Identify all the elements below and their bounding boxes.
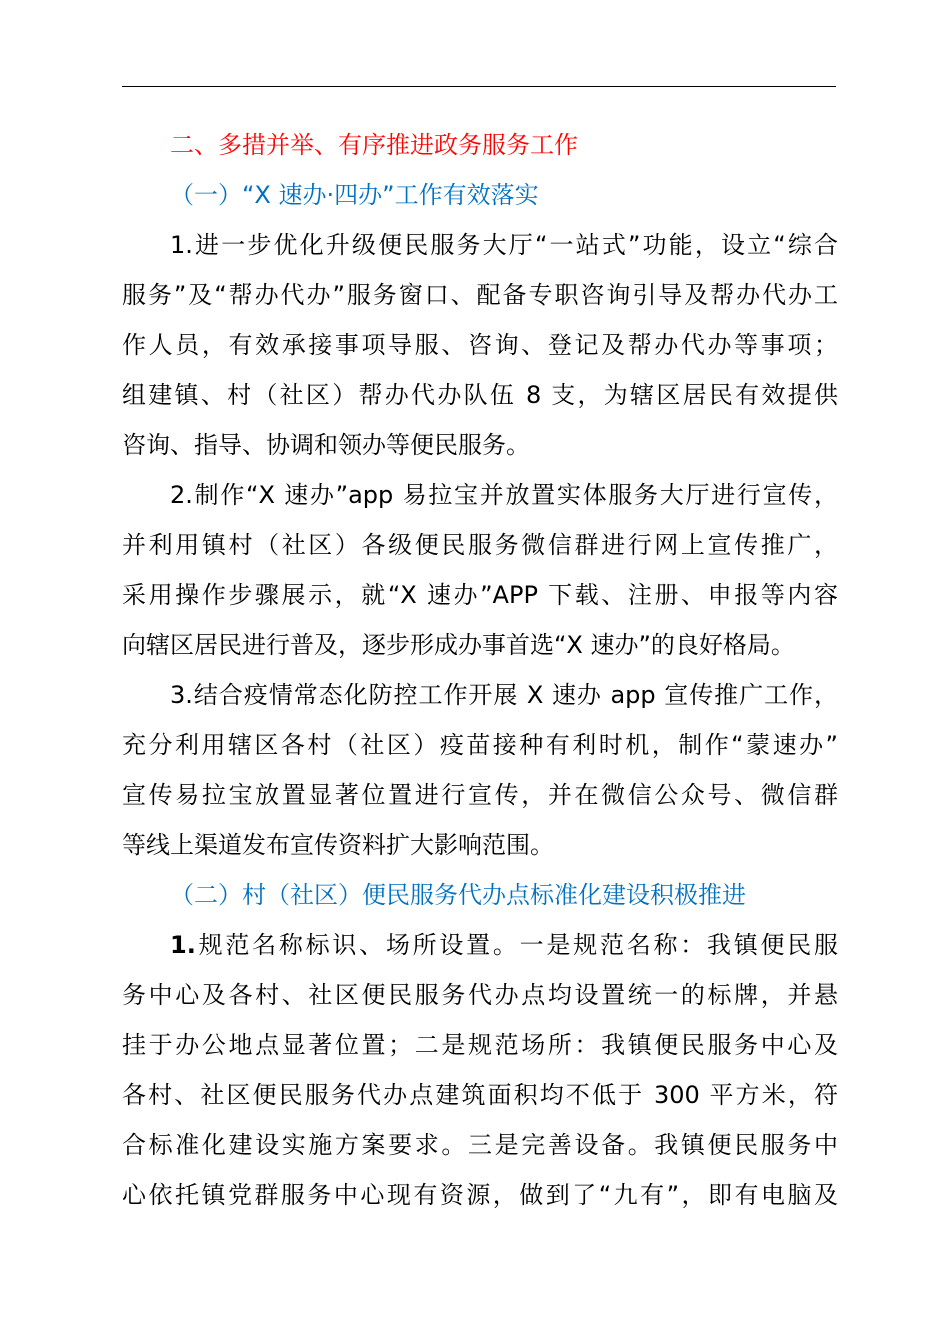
header-rule xyxy=(122,86,836,87)
text-line: 合标准化建设实施方案要求。三是完善设备。我镇便民服务中 xyxy=(122,1131,838,1159)
text-line: 挂于办公地点显著位置；二是规范场所：我镇便民服务中心及 xyxy=(122,1031,838,1059)
text-line: 各村、社区便民服务代办点建筑面积均不低于 300 平方米，符 xyxy=(122,1081,838,1109)
subsection-2-title: （二）村（社区）便民服务代办点标准化建设积极推进 xyxy=(170,881,746,909)
text-line: 宣传易拉宝放置显著位置进行宣传，并在微信公众号、微信群 xyxy=(122,781,838,809)
text-line: 3.结合疫情常态化防控工作开展 X 速办 app 宣传推广工作， xyxy=(170,681,838,709)
text-line-first xyxy=(122,920,838,970)
text-line: 并利用镇村（社区）各级便民服务微信群进行网上宣传推广， xyxy=(122,531,838,559)
section-title: 二、多措并举、有序推进政务服务工作 xyxy=(170,131,578,159)
subsection-1-title: （一）“X 速办·四办”工作有效落实 xyxy=(170,181,539,209)
paragraph-2-1 xyxy=(122,920,838,1220)
text-line: 1.进一步优化升级便民服务大厅“一站式”功能，设立“综合 xyxy=(170,231,838,259)
text-line: 作人员，有效承接事项导服、咨询、登记及帮办代办等事项； xyxy=(122,331,838,359)
text-line: 等线上渠道发布宣传资料扩大影响范围。 xyxy=(122,831,554,859)
paragraph-1-3 xyxy=(122,670,838,870)
text-line: 2.制作“X 速办”app 易拉宝并放置实体服务大厅进行宣传， xyxy=(170,481,838,509)
text-line: 充分利用辖区各村（社区）疫苗接种有利时机，制作“蒙速办” xyxy=(122,731,838,759)
paragraph-number: 1. xyxy=(170,931,196,959)
text-line: 心依托镇党群服务中心现有资源，做到了“九有”，即有电脑及 xyxy=(122,1181,838,1209)
document-body xyxy=(122,120,838,1220)
text-line: 务中心及各村、社区便民服务代办点均设置统一的标牌，并悬 xyxy=(122,981,838,1009)
text-line: 采用操作步骤展示，就“X 速办”APP 下载、注册、申报等内容 xyxy=(122,581,838,609)
paragraph-1-1 xyxy=(122,220,838,470)
text-line: 向辖区居民进行普及，逐步形成办事首选“X 速办”的良好格局。 xyxy=(122,631,795,659)
text-line-content: 规范名称标识、场所设置。一是规范名称：我镇便民服 xyxy=(195,931,838,959)
paragraph-1-2 xyxy=(122,470,838,670)
text-line: 服务”及“帮办代办”服务窗口、配备专职咨询引导及帮办代办工 xyxy=(122,281,838,309)
text-line: 咨询、指导、协调和领办等便民服务。 xyxy=(122,431,530,459)
text-line: 组建镇、村（社区）帮办代办队伍 8 支，为辖区居民有效提供 xyxy=(122,381,838,409)
